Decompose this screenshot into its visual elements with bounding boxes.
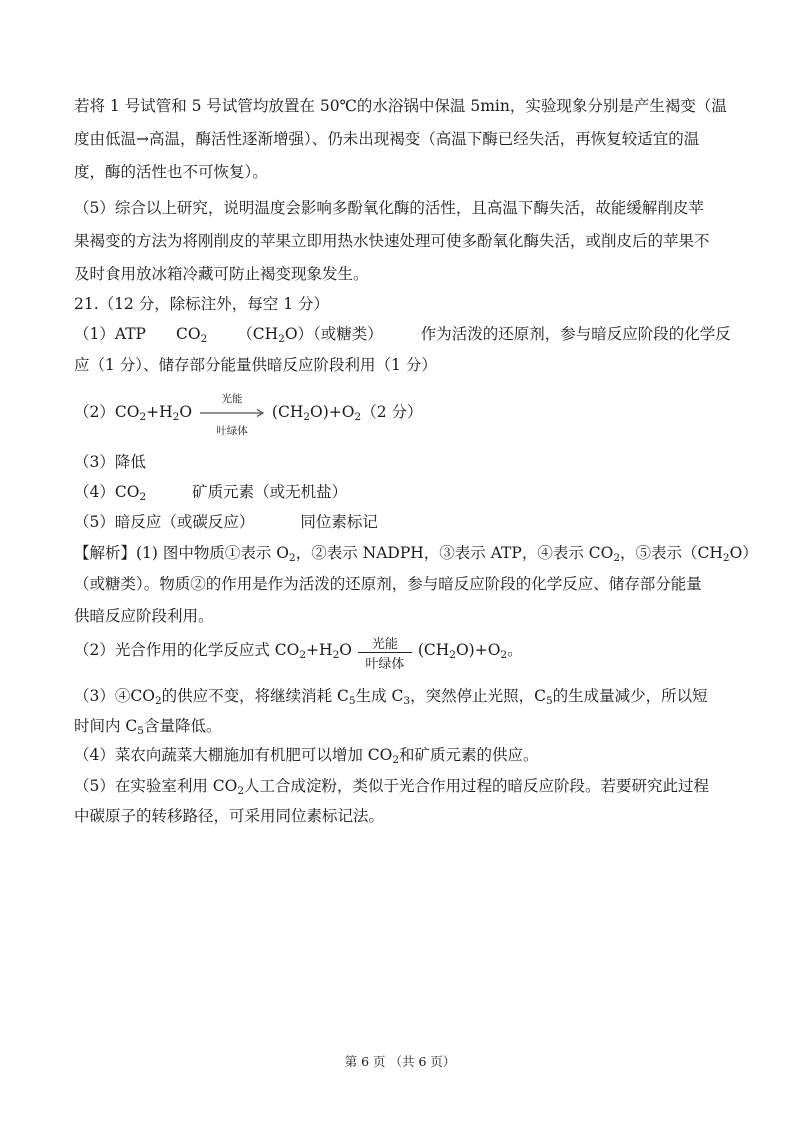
- reaction-condition: $\frac{\text{光能}}{\text{叶绿体}}$: [358, 641, 412, 661]
- answer-2-equation: $(2)CO_2+H_2O$ 光能 叶绿体 $(CH_2O)+O_2(2$ 分）: [74, 393, 423, 437]
- answer-4: $(4)CO_2$ 矿质元素（或无机盐）: [74, 483, 348, 503]
- answer-1: （1）ATP $CO_2$ $(CH_2O)$（或糖类） 作为活泼的还原剂，参与暗反应阶段的化学反: [74, 325, 731, 345]
- analysis-5-line-1: （5）在实验室利用 $CO_2$人工合成淀粉，类似于光合作用过程的暗反应阶段。若要研究此过程: [74, 777, 710, 797]
- page-number: 第 6 页 （共 6 页）: [344, 1054, 456, 1069]
- question-21-header: 21.（12 分，除标注外，每空 1 分）: [74, 295, 330, 313]
- analysis-line-2: （或糖类）。物质②的作用是作为活泼的还原剂，参与暗反应阶段的化学反应、储存部分能量: [74, 575, 702, 593]
- analysis-line-1: 【解析】(1) 图中物质①表示 $O_2$，②表示 NADPH，③表示 ATP，④表示 $CO_2$，⑤表示$(CH_2O)$: [74, 544, 758, 564]
- analysis-line-3: 供暗反应阶段利用。: [74, 607, 214, 625]
- answer-5: （5）暗反应（或碳反应） 同位素标记: [74, 513, 378, 531]
- analysis-4: （4）菜农向蔬菜大棚施加有机肥可以增加 $CO_2$和矿质元素的供应。: [74, 746, 539, 766]
- text-line-4: （5）综合以上研究，说明温度会影响多酚氧化酶的活性，且高温下酶失活，故能缓解削皮苹: [74, 199, 704, 217]
- answer-3: （3）降低: [74, 453, 146, 471]
- text-line-1: 若将 1 号试管和 5 号试管均放置在 50℃的水浴锅中保温 5min，实验现象分别是产生褐变（温: [74, 97, 727, 115]
- answer-1-cont: 应（1 分）、储存部分能量供暗反应阶段利用（1 分）: [74, 356, 437, 374]
- text-line-3: 度，酶的活性也不可恢复）。: [74, 163, 268, 181]
- analysis-5-line-2: 中碳原子的转移路径，可采用同位素标记法。: [74, 807, 385, 825]
- analysis-equation: （2）光合作用的化学反应式 $CO_2+H_2O$ $\frac{\text{光能}}{\text{叶绿体}}$ $(CH_2O)+O_2$。: [74, 637, 523, 672]
- text-line-2: 度由低温→高温，酶活性逐渐增强）、仍未出现褐变（高温下酶已经失活，再恢复较适宜的温: [74, 130, 700, 148]
- analysis-3-line-1: $(3)④CO_2$的供应不变，将继续消耗 $C_5$生成 $C_3$，突然停止光照，$C_5$的生成量减少，所以短: [74, 687, 708, 707]
- text-line-5: 果褐变的方法为将刚削皮的苹果立即用热水快速处理可使多酚氧化酶失活，或削皮后的苹果不: [74, 232, 710, 250]
- reaction-arrow: 光能 叶绿体: [199, 403, 265, 423]
- analysis-3-line-2: 时间内 $C_5$含量降低。: [74, 717, 222, 737]
- text-line-6: 及时食用放冰箱冷藏可防止褐变现象发生。: [74, 265, 369, 283]
- arrow-icon: [199, 408, 265, 418]
